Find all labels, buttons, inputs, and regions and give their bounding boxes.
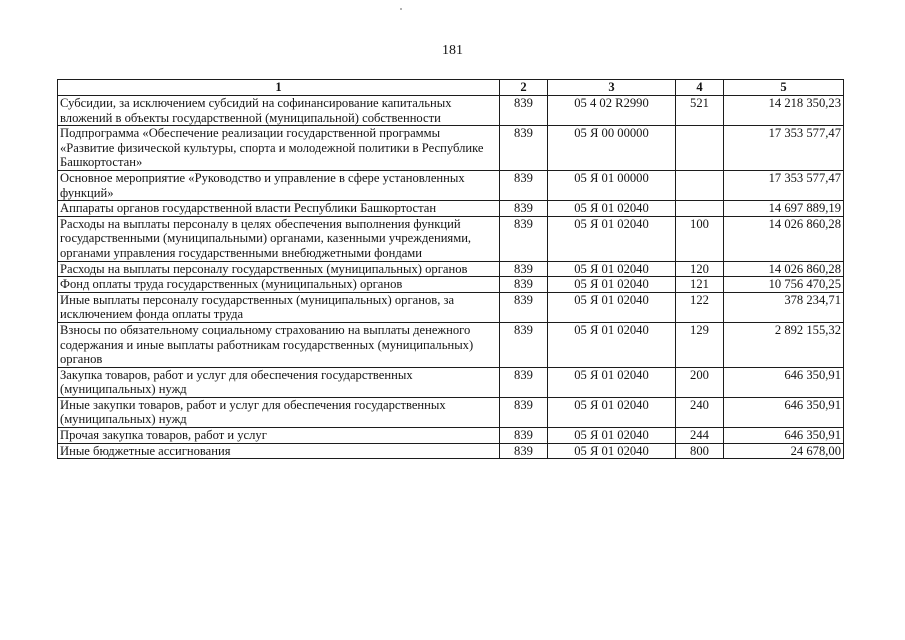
row-name: Фонд оплаты труда государственных (муниципальных) органов [58, 277, 500, 293]
row-sum: 14 697 889,19 [724, 201, 844, 217]
row-vr: 800 [676, 443, 724, 459]
row-sum: 17 353 577,47 [724, 126, 844, 171]
header-col-3: 3 [548, 80, 676, 96]
row-ved: 839 [500, 367, 548, 397]
row-ved: 839 [500, 292, 548, 322]
row-name: Иные бюджетные ассигнования [58, 443, 500, 459]
table-row [58, 292, 844, 322]
row-sum: 646 350,91 [724, 428, 844, 444]
row-vr [676, 201, 724, 217]
row-ved: 839 [500, 428, 548, 444]
row-name: Иные закупки товаров, работ и услуг для обеспечения государственных (муниципальных) нужд [58, 397, 500, 427]
row-vr: 129 [676, 322, 724, 367]
row-vr: 240 [676, 397, 724, 427]
header-col-2: 2 [500, 80, 548, 96]
row-sum: 14 026 860,28 [724, 261, 844, 277]
table-row [58, 277, 844, 293]
row-cs: 05 Я 01 02040 [548, 322, 676, 367]
row-ved: 839 [500, 277, 548, 293]
row-cs: 05 4 02 R2990 [548, 96, 676, 126]
table-row [58, 367, 844, 397]
row-sum: 646 350,91 [724, 367, 844, 397]
row-name: Расходы на выплаты персоналу в целях обеспечения выполнения функций государственными (муниципальными) органами, казенными учреждениями, органами управления государственными внебюджетными фондами [58, 216, 500, 261]
row-vr [676, 170, 724, 200]
row-name: Расходы на выплаты персоналу государственных (муниципальных) органов [58, 261, 500, 277]
row-name: Прочая закупка товаров, работ и услуг [58, 428, 500, 444]
row-ved: 839 [500, 443, 548, 459]
row-vr: 122 [676, 292, 724, 322]
row-name: Основное мероприятие «Руководство и управление в сфере установленных функций» [58, 170, 500, 200]
table-row [58, 96, 844, 126]
row-cs: 05 Я 00 00000 [548, 126, 676, 171]
row-name: Иные выплаты персоналу государственных (муниципальных) органов, за исключением фонда оплаты труда [58, 292, 500, 322]
row-sum: 646 350,91 [724, 397, 844, 427]
row-vr [676, 126, 724, 171]
table-row [58, 322, 844, 367]
row-name: Аппараты органов государственной власти Республики Башкортостан [58, 201, 500, 217]
table-row [58, 126, 844, 171]
row-name: Взносы по обязательному социальному страхованию на выплаты денежного содержания и иные выплаты работникам государственных (муниципальных) органов [58, 322, 500, 367]
row-ved: 839 [500, 201, 548, 217]
table-row [58, 397, 844, 427]
row-sum: 24 678,00 [724, 443, 844, 459]
row-sum: 14 218 350,23 [724, 96, 844, 126]
table-row [58, 261, 844, 277]
row-cs: 05 Я 01 02040 [548, 261, 676, 277]
table-row [58, 170, 844, 200]
table-row [58, 443, 844, 459]
row-vr: 121 [676, 277, 724, 293]
row-ved: 839 [500, 216, 548, 261]
row-ved: 839 [500, 126, 548, 171]
row-ved: 839 [500, 261, 548, 277]
page-number: 181 [442, 43, 463, 58]
table-row [58, 201, 844, 217]
table-row [58, 216, 844, 261]
row-vr: 244 [676, 428, 724, 444]
header-col-5: 5 [724, 80, 844, 96]
budget-table [57, 79, 844, 459]
row-ved: 839 [500, 397, 548, 427]
row-name: Субсидии, за исключением субсидий на софинансирование капитальных вложений в объекты государственной (муниципальной) собственности [58, 96, 500, 126]
row-sum: 10 756 470,25 [724, 277, 844, 293]
row-ved: 839 [500, 96, 548, 126]
row-name: Подпрограмма «Обеспечение реализации государственной программы «Развитие физической культуры, спорта и молодежной политики в Республике Башкортостан» [58, 126, 500, 171]
header-col-4: 4 [676, 80, 724, 96]
row-cs: 05 Я 01 00000 [548, 170, 676, 200]
row-sum: 2 892 155,32 [724, 322, 844, 367]
row-sum: 14 026 860,28 [724, 216, 844, 261]
row-sum: 17 353 577,47 [724, 170, 844, 200]
row-sum: 378 234,71 [724, 292, 844, 322]
header-row [58, 80, 844, 96]
row-cs: 05 Я 01 02040 [548, 367, 676, 397]
row-cs: 05 Я 01 02040 [548, 443, 676, 459]
row-vr: 200 [676, 367, 724, 397]
table-row [58, 428, 844, 444]
row-cs: 05 Я 01 02040 [548, 201, 676, 217]
row-cs: 05 Я 01 02040 [548, 292, 676, 322]
row-cs: 05 Я 01 02040 [548, 277, 676, 293]
row-ved: 839 [500, 170, 548, 200]
scan-dot [400, 8, 402, 10]
row-cs: 05 Я 01 02040 [548, 397, 676, 427]
row-name: Закупка товаров, работ и услуг для обеспечения государственных (муниципальных) нужд [58, 367, 500, 397]
row-vr: 521 [676, 96, 724, 126]
row-ved: 839 [500, 322, 548, 367]
row-vr: 100 [676, 216, 724, 261]
row-cs: 05 Я 01 02040 [548, 428, 676, 444]
header-col-1: 1 [58, 80, 500, 96]
row-vr: 120 [676, 261, 724, 277]
row-cs: 05 Я 01 02040 [548, 216, 676, 261]
